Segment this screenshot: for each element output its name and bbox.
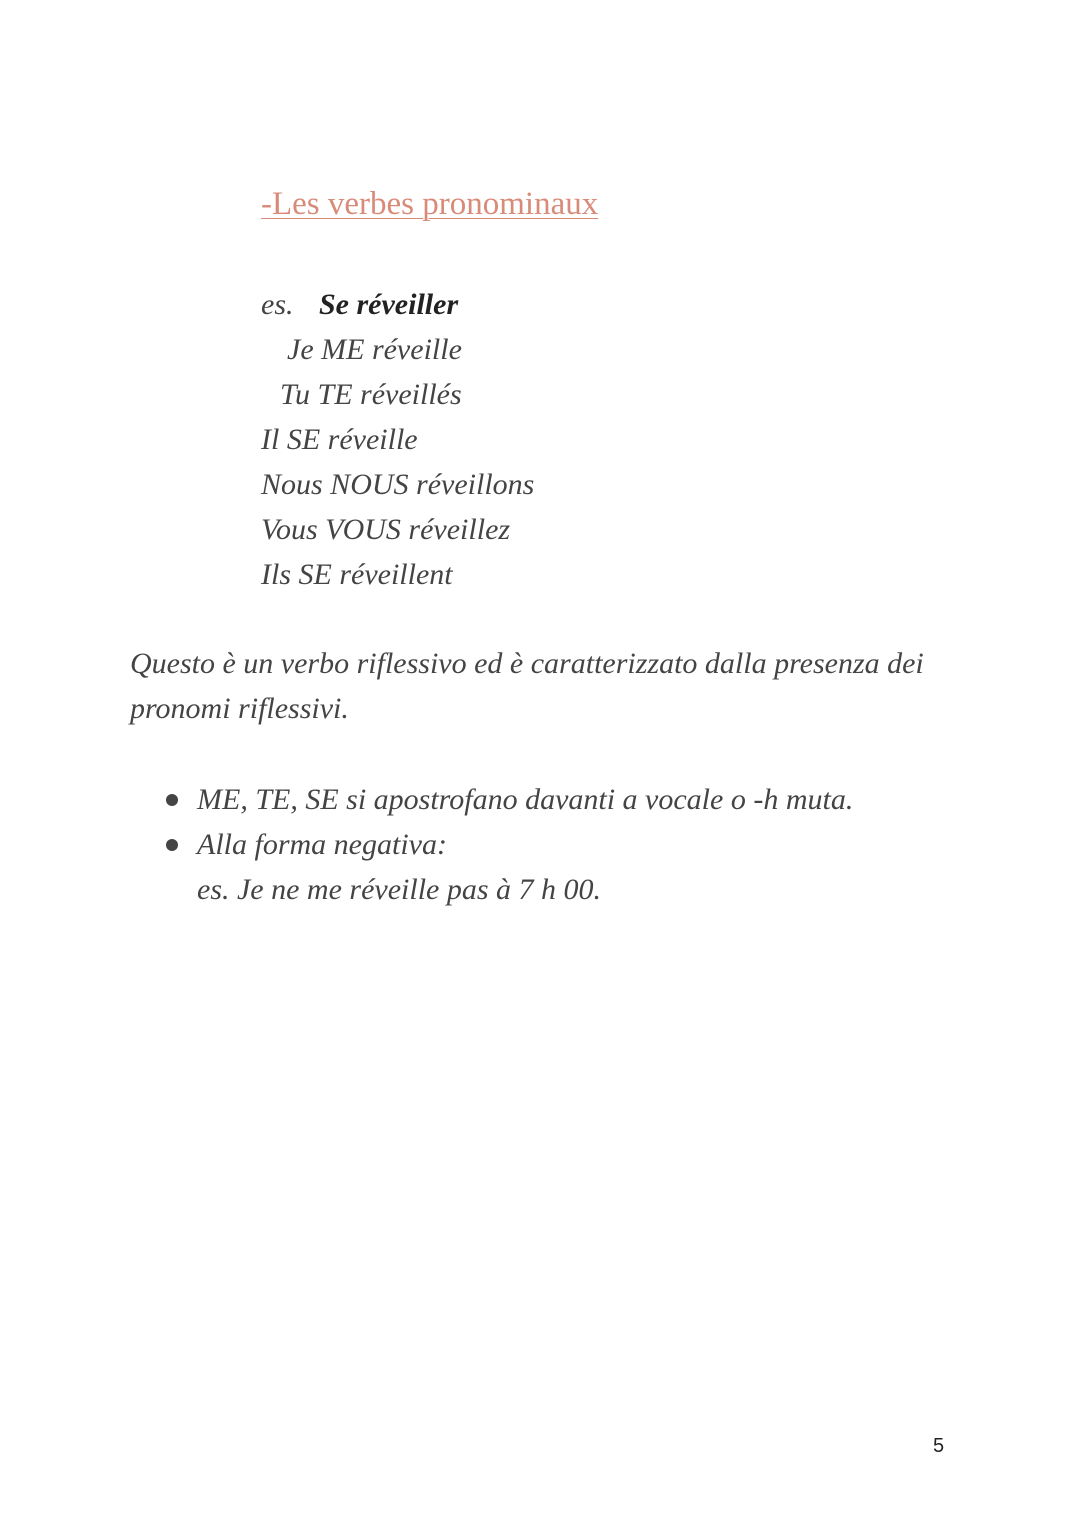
list-item	[160, 777, 980, 822]
section-heading: -Les verbes pronominaux	[261, 186, 599, 222]
example-verb: Se réveiller	[319, 288, 459, 321]
conjugation-example	[261, 282, 534, 597]
conjugation-line-vous: Vous VOUS réveillez	[261, 513, 511, 546]
list-item-example: es. Je ne me réveille pas à 7 h 00.	[197, 873, 602, 906]
list-item-text: Alla forma negativa:	[197, 828, 447, 861]
conjugation-line-nous: Nous NOUS réveillons	[261, 468, 535, 501]
conjugation-line-je: Je ME réveille	[287, 333, 462, 366]
example-prefix: es.	[261, 288, 294, 321]
conjugation-line-tu: Tu TE réveillés	[280, 378, 462, 411]
page-number: 5	[933, 1435, 945, 1457]
list-item-text: ME, TE, SE si apostrofano davanti a vocale o -h muta.	[197, 783, 854, 816]
conjugation-line-il: Il SE réveille	[261, 423, 418, 456]
bullet-icon	[166, 794, 178, 806]
explanation-paragraph: Questo è un verbo riflessivo ed è caratterizzato dalla presenza dei pronomi riflessivi.	[130, 647, 924, 725]
bullet-icon	[166, 839, 178, 851]
rules-list	[160, 777, 980, 912]
list-item	[160, 822, 980, 912]
example-title-line	[261, 282, 534, 327]
conjugation-line-ils: Ils SE réveillent	[261, 558, 453, 591]
